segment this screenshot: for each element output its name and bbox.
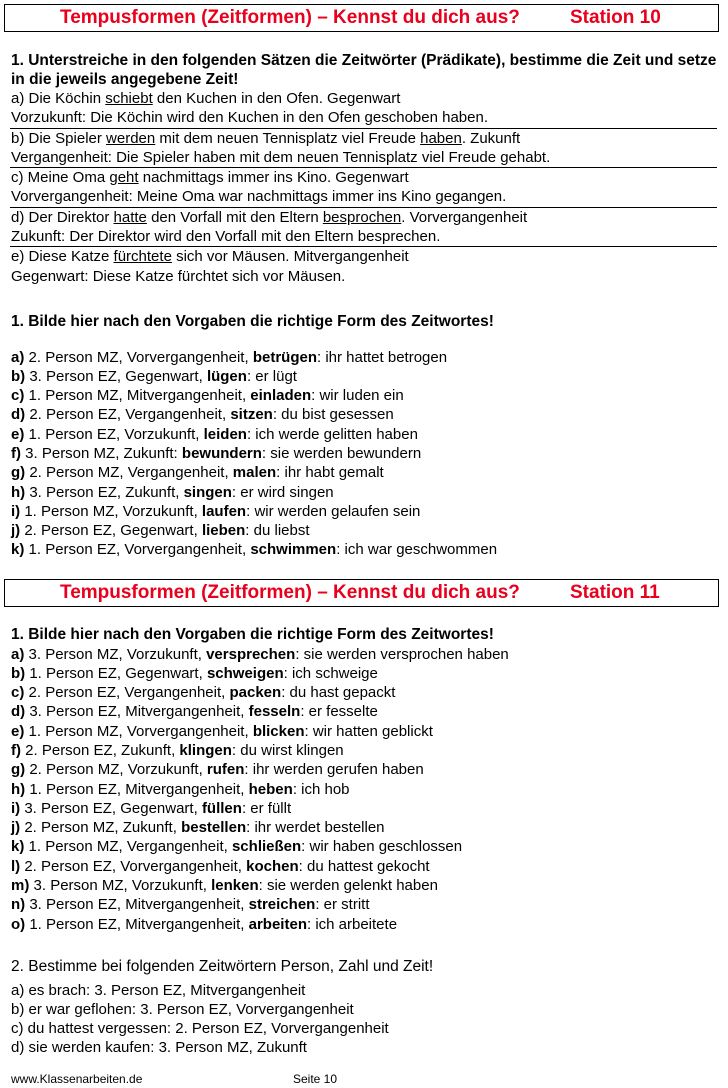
- station-10-task-2-heading: 1. Bilde hier nach den Vorgaben die richtige Form des Zeitwortes!: [11, 313, 494, 330]
- list-item: [11, 540, 717, 559]
- list-item: [11, 857, 717, 876]
- item-verb: rufen: [206, 761, 245, 779]
- list-item: [11, 876, 717, 895]
- item-verb: einladen: [250, 387, 312, 405]
- item-letter: c): [11, 684, 25, 702]
- item-verb: lieben: [201, 522, 246, 540]
- list-item: [11, 483, 717, 502]
- item-letter: j): [11, 819, 21, 837]
- item-verb: packen: [229, 684, 282, 702]
- item-prompt: 3. Person EZ, Gegenwart,: [25, 367, 207, 385]
- station-10-task-1-heading: 1. Unterstreiche in den folgenden Sätzen die Zeitwörter (Prädikate), bestimme die Zeit und setze in die jeweils angegebene Zeit!: [11, 52, 717, 88]
- item-answer: : er stritt: [315, 896, 370, 914]
- item-prompt: 1. Person EZ, Mitvergangenheit,: [25, 915, 249, 933]
- underlined-verb: werden: [106, 129, 156, 147]
- item-letter: n): [11, 896, 26, 914]
- item-letter: h): [11, 780, 26, 798]
- item-letter: m): [11, 877, 30, 895]
- determination-list: [11, 981, 717, 1058]
- item-letter: o): [11, 915, 26, 933]
- item-answer: : er füllt: [241, 799, 292, 817]
- exercise-answer: Vergangenheit: Die Spieler haben mit dem neuen Tennisplatz viel Freude gehabt.: [11, 148, 551, 166]
- exercise-sentence: [11, 247, 717, 266]
- item-prompt: 3. Person EZ, Mitvergangenheit,: [25, 703, 249, 721]
- item-letter: a): [11, 348, 25, 366]
- list-item: [11, 405, 717, 424]
- item-verb: lenken: [211, 877, 259, 895]
- item-letter: i): [11, 799, 21, 817]
- exercise-answer: Vorvergangenheit: Meine Oma war nachmittags immer ins Kino gegangen.: [11, 188, 507, 206]
- exercise-group: [10, 208, 717, 248]
- item-letter: f): [11, 444, 21, 462]
- list-item: [11, 645, 717, 664]
- item-verb: versprechen: [206, 645, 296, 663]
- item-verb: malen: [232, 464, 277, 482]
- item-letter: h): [11, 483, 26, 501]
- sentence-text: b) Die Spieler: [11, 129, 107, 147]
- list-item: [11, 348, 717, 367]
- item-prompt: 1. Person MZ, Vorvergangenheit,: [24, 722, 253, 740]
- item-prompt: 3. Person EZ, Zukunft,: [25, 483, 184, 501]
- item-prompt: 1. Person EZ, Vorvergangenheit,: [24, 541, 251, 559]
- item-letter: k): [11, 541, 25, 559]
- underlined-verb: fürchtete: [113, 248, 172, 266]
- list-item: d) sie werden kaufen: 3. Person MZ, Zukunft: [11, 1039, 307, 1057]
- station-10-title: Tempusformen (Zeitformen) – Kennst du dich aus?: [60, 7, 520, 28]
- item-answer: : ich werde gelitten haben: [246, 425, 418, 443]
- sentence-text: e) Diese Katze: [11, 248, 114, 266]
- item-letter: f): [11, 741, 21, 759]
- item-answer: : sie werden versprochen haben: [295, 645, 509, 663]
- exercise-answer: Vorzukunft: Die Köchin wird den Kuchen in den Ofen geschoben haben.: [11, 109, 488, 127]
- item-answer: : ihr habt gemalt: [276, 464, 384, 482]
- item-prompt: 2. Person EZ, Vorvergangenheit,: [20, 857, 247, 875]
- item-letter: c): [11, 387, 25, 405]
- list-item: [11, 799, 717, 818]
- item-prompt: 2. Person MZ, Vorzukunft,: [25, 761, 207, 779]
- item-verb: singen: [183, 483, 232, 501]
- list-item: [11, 702, 717, 721]
- item-prompt: 2. Person MZ, Vorvergangenheit,: [24, 348, 253, 366]
- item-verb: heben: [248, 780, 293, 798]
- item-verb: betrügen: [252, 348, 317, 366]
- station-11-header: [4, 579, 719, 607]
- list-item: [11, 760, 717, 779]
- exercise-group: [10, 247, 717, 286]
- exercise-group: [10, 89, 717, 129]
- item-answer: : sie werden bewundern: [261, 444, 422, 462]
- item-answer: : ich hob: [292, 780, 350, 798]
- underlined-verb: besprochen: [322, 208, 402, 226]
- item-answer: : er wird singen: [231, 483, 334, 501]
- item-answer: : ich schweige: [283, 664, 378, 682]
- item-verb: bewundern: [181, 444, 262, 462]
- item-answer: : ich war geschwommen: [336, 541, 498, 559]
- item-verb: leiden: [203, 425, 247, 443]
- station-10-label: Station 10: [570, 7, 661, 28]
- station-11-title: Tempusformen (Zeitformen) – Kennst du dich aus?: [60, 582, 520, 603]
- sentence-text: den Vorfall mit den Eltern: [146, 208, 323, 226]
- exercise-group: [10, 168, 717, 208]
- item-letter: d): [11, 406, 26, 424]
- item-verb: schweigen: [206, 664, 284, 682]
- item-verb: fesseln: [248, 703, 301, 721]
- sentence-text: nachmittags immer ins Kino. Gegenwart: [138, 169, 409, 187]
- verb-form-list: [11, 348, 717, 560]
- exercise-sentence: [11, 129, 717, 148]
- item-answer: : du wirst klingen: [231, 741, 344, 759]
- exercise-answer: Zukunft: Der Direktor wird den Vorfall mit den Eltern besprechen.: [11, 228, 441, 246]
- item-answer: : er lügt: [246, 367, 297, 385]
- item-letter: j): [11, 522, 21, 540]
- footer-page-number: Seite 10: [293, 1072, 338, 1086]
- station-10-header: [4, 4, 719, 32]
- item-prompt: 3. Person MZ, Vorzukunft,: [29, 877, 212, 895]
- item-answer: : wir hatten geblickt: [304, 722, 433, 740]
- item-letter: e): [11, 425, 25, 443]
- station-11-label: Station 11: [570, 582, 660, 603]
- list-item: [11, 722, 717, 741]
- item-answer: : ihr werdet bestellen: [246, 819, 385, 837]
- list-item: [11, 502, 717, 521]
- item-verb: kochen: [246, 857, 299, 875]
- list-item: [11, 895, 717, 914]
- list-item: [11, 683, 717, 702]
- item-letter: i): [11, 502, 21, 520]
- item-prompt: 1. Person EZ, Mitvergangenheit,: [25, 780, 249, 798]
- item-answer: : wir werden gelaufen sein: [246, 502, 421, 520]
- list-item: [11, 818, 717, 837]
- list-item: [11, 425, 717, 444]
- sentence-text: d) Der Direktor: [11, 208, 114, 226]
- item-prompt: 1. Person EZ, Vorzukunft,: [24, 425, 204, 443]
- item-prompt: 2. Person MZ, Zukunft,: [20, 819, 182, 837]
- sentence-text: sich vor Mäusen. Mitvergangenheit: [171, 248, 409, 266]
- item-verb: laufen: [201, 502, 247, 520]
- list-item: [11, 664, 717, 683]
- item-answer: : ihr hattet betrogen: [316, 348, 448, 366]
- exercise-sentence: [11, 168, 717, 187]
- exercise-answer: Gegenwart: Diese Katze fürchtet sich vor Mäusen.: [11, 267, 346, 285]
- list-item: [11, 741, 717, 760]
- station-11-task-1-heading: 1. Bilde hier nach den Vorgaben die richtige Form des Zeitwortes!: [11, 626, 494, 643]
- item-prompt: 1. Person EZ, Gegenwart,: [25, 664, 207, 682]
- item-prompt: 2. Person EZ, Vergangenheit,: [24, 684, 230, 702]
- item-prompt: 2. Person EZ, Vergangenheit,: [25, 406, 231, 424]
- station-10-task-1: [11, 52, 717, 286]
- exercise-sentence: [11, 89, 717, 108]
- item-letter: k): [11, 838, 25, 856]
- item-verb: klingen: [179, 741, 232, 759]
- item-answer: : wir luden ein: [311, 387, 404, 405]
- item-prompt: 1. Person MZ, Mitvergangenheit,: [24, 387, 251, 405]
- underlined-verb: haben: [420, 129, 462, 147]
- item-verb: bestellen: [181, 819, 247, 837]
- item-answer: : du hast gepackt: [281, 684, 396, 702]
- sentence-text: . Zukunft: [461, 129, 521, 147]
- item-letter: a): [11, 645, 25, 663]
- station-11-task-1: [11, 626, 717, 934]
- exercise-sentence: [11, 208, 717, 227]
- item-letter: d): [11, 703, 26, 721]
- item-verb: blicken: [252, 722, 305, 740]
- station-10-task-2: [11, 313, 717, 560]
- underlined-verb: geht: [109, 169, 139, 187]
- item-verb: schließen: [231, 838, 302, 856]
- list-item: b) er war geflohen: 3. Person EZ, Vorvergangenheit: [11, 1000, 354, 1018]
- item-verb: streichen: [248, 896, 316, 914]
- item-prompt: 3. Person EZ, Mitvergangenheit,: [25, 896, 249, 914]
- list-item: a) es brach: 3. Person EZ, Mitvergangenheit: [11, 981, 306, 999]
- list-item: [11, 780, 717, 799]
- list-item: [11, 915, 717, 934]
- item-prompt: 1. Person MZ, Vergangenheit,: [24, 838, 232, 856]
- item-answer: : sie werden gelenkt haben: [258, 877, 438, 895]
- list-item: [11, 367, 717, 386]
- list-item: c) du hattest vergessen: 2. Person EZ, Vorvergangenheit: [11, 1020, 389, 1038]
- item-verb: lügen: [206, 367, 247, 385]
- item-prompt: 2. Person MZ, Vergangenheit,: [25, 464, 233, 482]
- list-item: [11, 521, 717, 540]
- item-letter: b): [11, 367, 26, 385]
- item-prompt: 2. Person EZ, Gegenwart,: [20, 522, 202, 540]
- item-answer: : wir haben geschlossen: [301, 838, 463, 856]
- exercise-list: [11, 89, 717, 286]
- station-11-task-2: [11, 958, 717, 1058]
- sentence-text: a) Die Köchin: [11, 90, 106, 107]
- item-answer: : du liebst: [245, 522, 310, 540]
- item-prompt: 1. Person MZ, Vorzukunft,: [20, 502, 202, 520]
- list-item: [11, 444, 717, 463]
- item-prompt: 3. Person MZ, Zukunft:: [21, 444, 182, 462]
- item-prompt: 2. Person EZ, Zukunft,: [21, 741, 180, 759]
- item-letter: g): [11, 761, 26, 779]
- item-letter: b): [11, 664, 26, 682]
- sentence-text: . Vorvergangenheit: [401, 208, 528, 226]
- item-answer: : ihr werden gerufen haben: [244, 761, 424, 779]
- verb-form-list: [11, 645, 717, 934]
- list-item: [11, 386, 717, 405]
- sentence-text: mit dem neuen Tennisplatz viel Freude: [155, 129, 421, 147]
- sentence-text: c) Meine Oma: [11, 169, 110, 187]
- underlined-verb: schiebt: [105, 90, 153, 107]
- item-prompt: 3. Person MZ, Vorzukunft,: [24, 645, 207, 663]
- item-letter: e): [11, 722, 25, 740]
- item-answer: : du hattest gekocht: [298, 857, 430, 875]
- footer-website: www.Klassenarbeiten.de: [11, 1072, 143, 1086]
- list-item: [11, 837, 717, 856]
- list-item: [11, 463, 717, 482]
- sentence-text: den Kuchen in den Ofen. Gegenwart: [152, 90, 401, 107]
- underlined-verb: hatte: [113, 208, 147, 226]
- item-answer: : er fesselte: [300, 703, 378, 721]
- item-letter: g): [11, 464, 26, 482]
- item-verb: arbeiten: [248, 915, 307, 933]
- item-prompt: 3. Person EZ, Gegenwart,: [20, 799, 202, 817]
- station-11-task-2-heading: 2. Bestimme bei folgenden Zeitwörtern Person, Zahl und Zeit!: [11, 958, 434, 975]
- item-letter: l): [11, 857, 21, 875]
- item-answer: : ich arbeitete: [306, 915, 398, 933]
- exercise-group: [10, 129, 717, 169]
- item-verb: sitzen: [230, 406, 273, 424]
- item-verb: schwimmen: [250, 541, 337, 559]
- item-answer: : du bist gesessen: [272, 406, 394, 424]
- item-verb: füllen: [201, 799, 242, 817]
